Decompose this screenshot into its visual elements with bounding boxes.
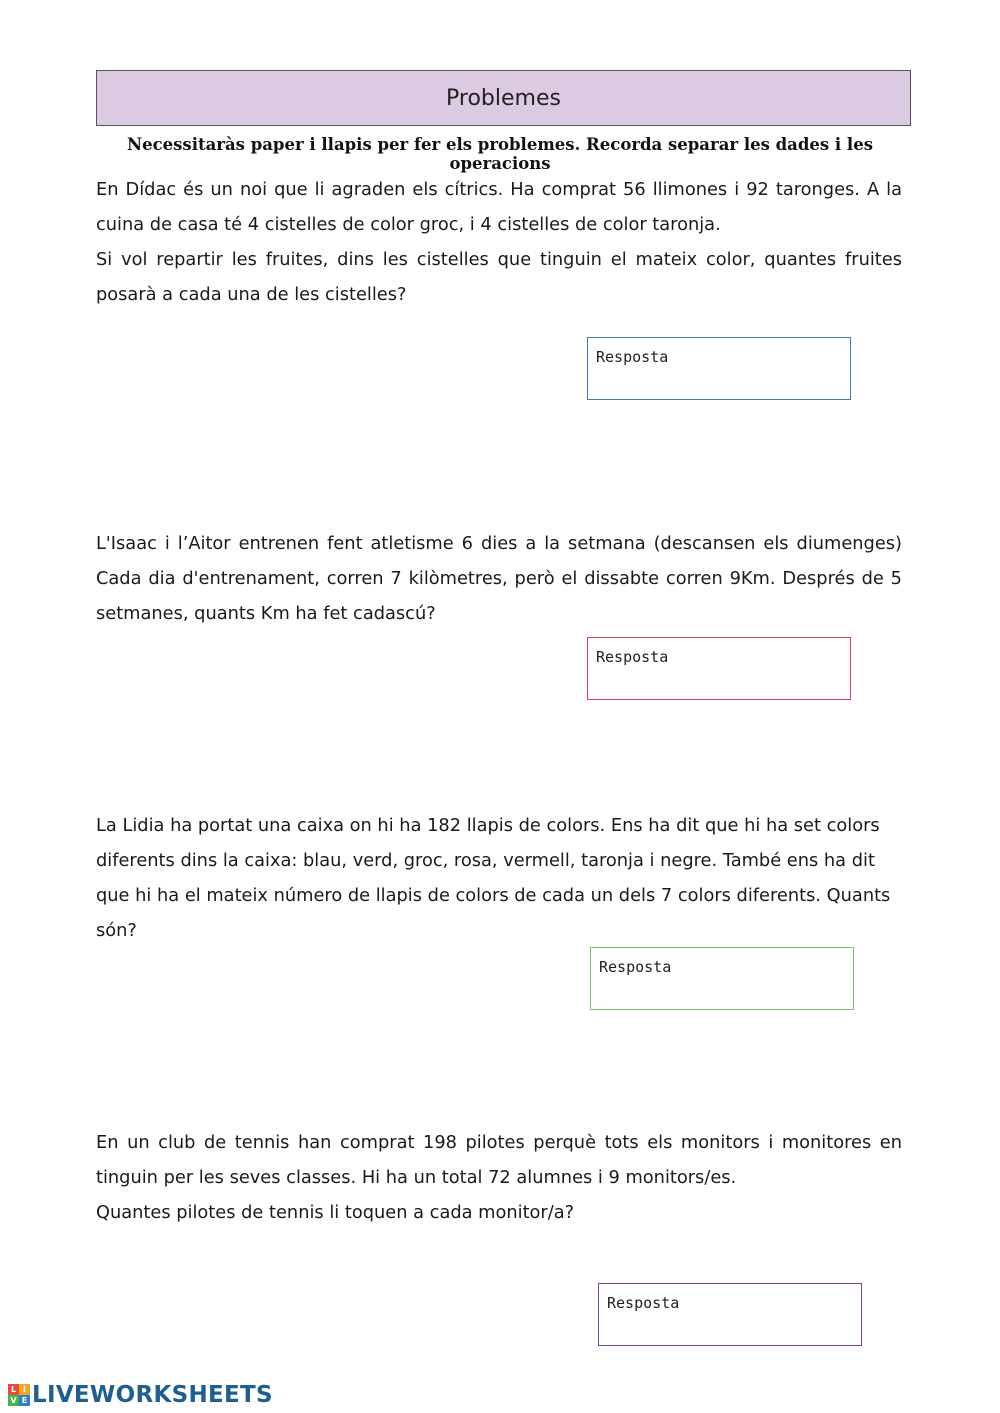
problem-4-paragraph-1: En un club de tennis han comprat 198 pilotes perquè tots els monitors i monitores en tinguin per les seves classes. Hi ha un total 72 alumnes i 9 monitors/es. bbox=[96, 1132, 902, 1188]
problem-1-paragraph-2: Si vol repartir les fruites, dins les cistelles que tinguin el mateix color, quantes fruites posarà a cada una de les cistelles? bbox=[96, 249, 902, 305]
instructions: Necessitaràs paper i llapis per fer els problemes. Recorda separar les dades i les operacions bbox=[127, 135, 873, 173]
answer-box-1[interactable] bbox=[587, 337, 851, 400]
problem-1-paragraph-1: En Dídac és un noi que li agraden els cítrics. Ha comprat 56 llimones i 92 taronges. A la cuina de casa té 4 cistelles de color groc, i 4 cistelles de color taronja. bbox=[96, 179, 902, 235]
answer-box-2[interactable] bbox=[587, 637, 851, 700]
answer-label-1: Resposta bbox=[596, 348, 669, 366]
answer-box-3[interactable] bbox=[590, 947, 854, 1010]
answer-input-3[interactable] bbox=[599, 980, 849, 1006]
liveworksheets-logo-icon: L I V E bbox=[8, 1384, 30, 1406]
page-title-text: Problemes bbox=[446, 85, 561, 111]
footer-logo[interactable] bbox=[8, 1380, 273, 1410]
problem-2-paragraph-1: L'Isaac i l’Aitor entrenen fent atletisme 6 dies a la setmana (descansen els diumenges) Cada dia d'entrenament, corren 7 kilòmetres, però el dissabte corren 9Km. Després de 5 setmanes, quants Km ha fet cadascú? bbox=[96, 533, 902, 624]
problem-4 bbox=[96, 1125, 902, 1230]
answer-input-1[interactable] bbox=[596, 370, 846, 396]
answer-box-4[interactable] bbox=[598, 1283, 862, 1346]
answer-input-4[interactable] bbox=[607, 1316, 857, 1342]
problem-1 bbox=[96, 172, 902, 312]
problem-3-paragraph-1: La Lidia ha portat una caixa on hi ha 182 llapis de colors. Ens ha dit que hi ha set colors diferents dins la caixa: blau, verd, groc, rosa, vermell, taronja i negre. També ens ha dit que hi ha el mateix número de llapis de colors de cada un dels 7 colors diferents. Quants són? bbox=[96, 815, 891, 941]
problem-4-paragraph-2: Quantes pilotes de tennis li toquen a cada monitor/a? bbox=[96, 1202, 575, 1223]
problem-3 bbox=[96, 808, 902, 948]
problem-2 bbox=[96, 526, 902, 631]
footer-logo-text: LIVEWORKSHEETS bbox=[32, 1382, 273, 1408]
answer-label-2: Resposta bbox=[596, 648, 669, 666]
answer-label-3: Resposta bbox=[599, 958, 672, 976]
answer-label-4: Resposta bbox=[607, 1294, 680, 1312]
page-title bbox=[96, 70, 911, 126]
answer-input-2[interactable] bbox=[596, 670, 846, 696]
